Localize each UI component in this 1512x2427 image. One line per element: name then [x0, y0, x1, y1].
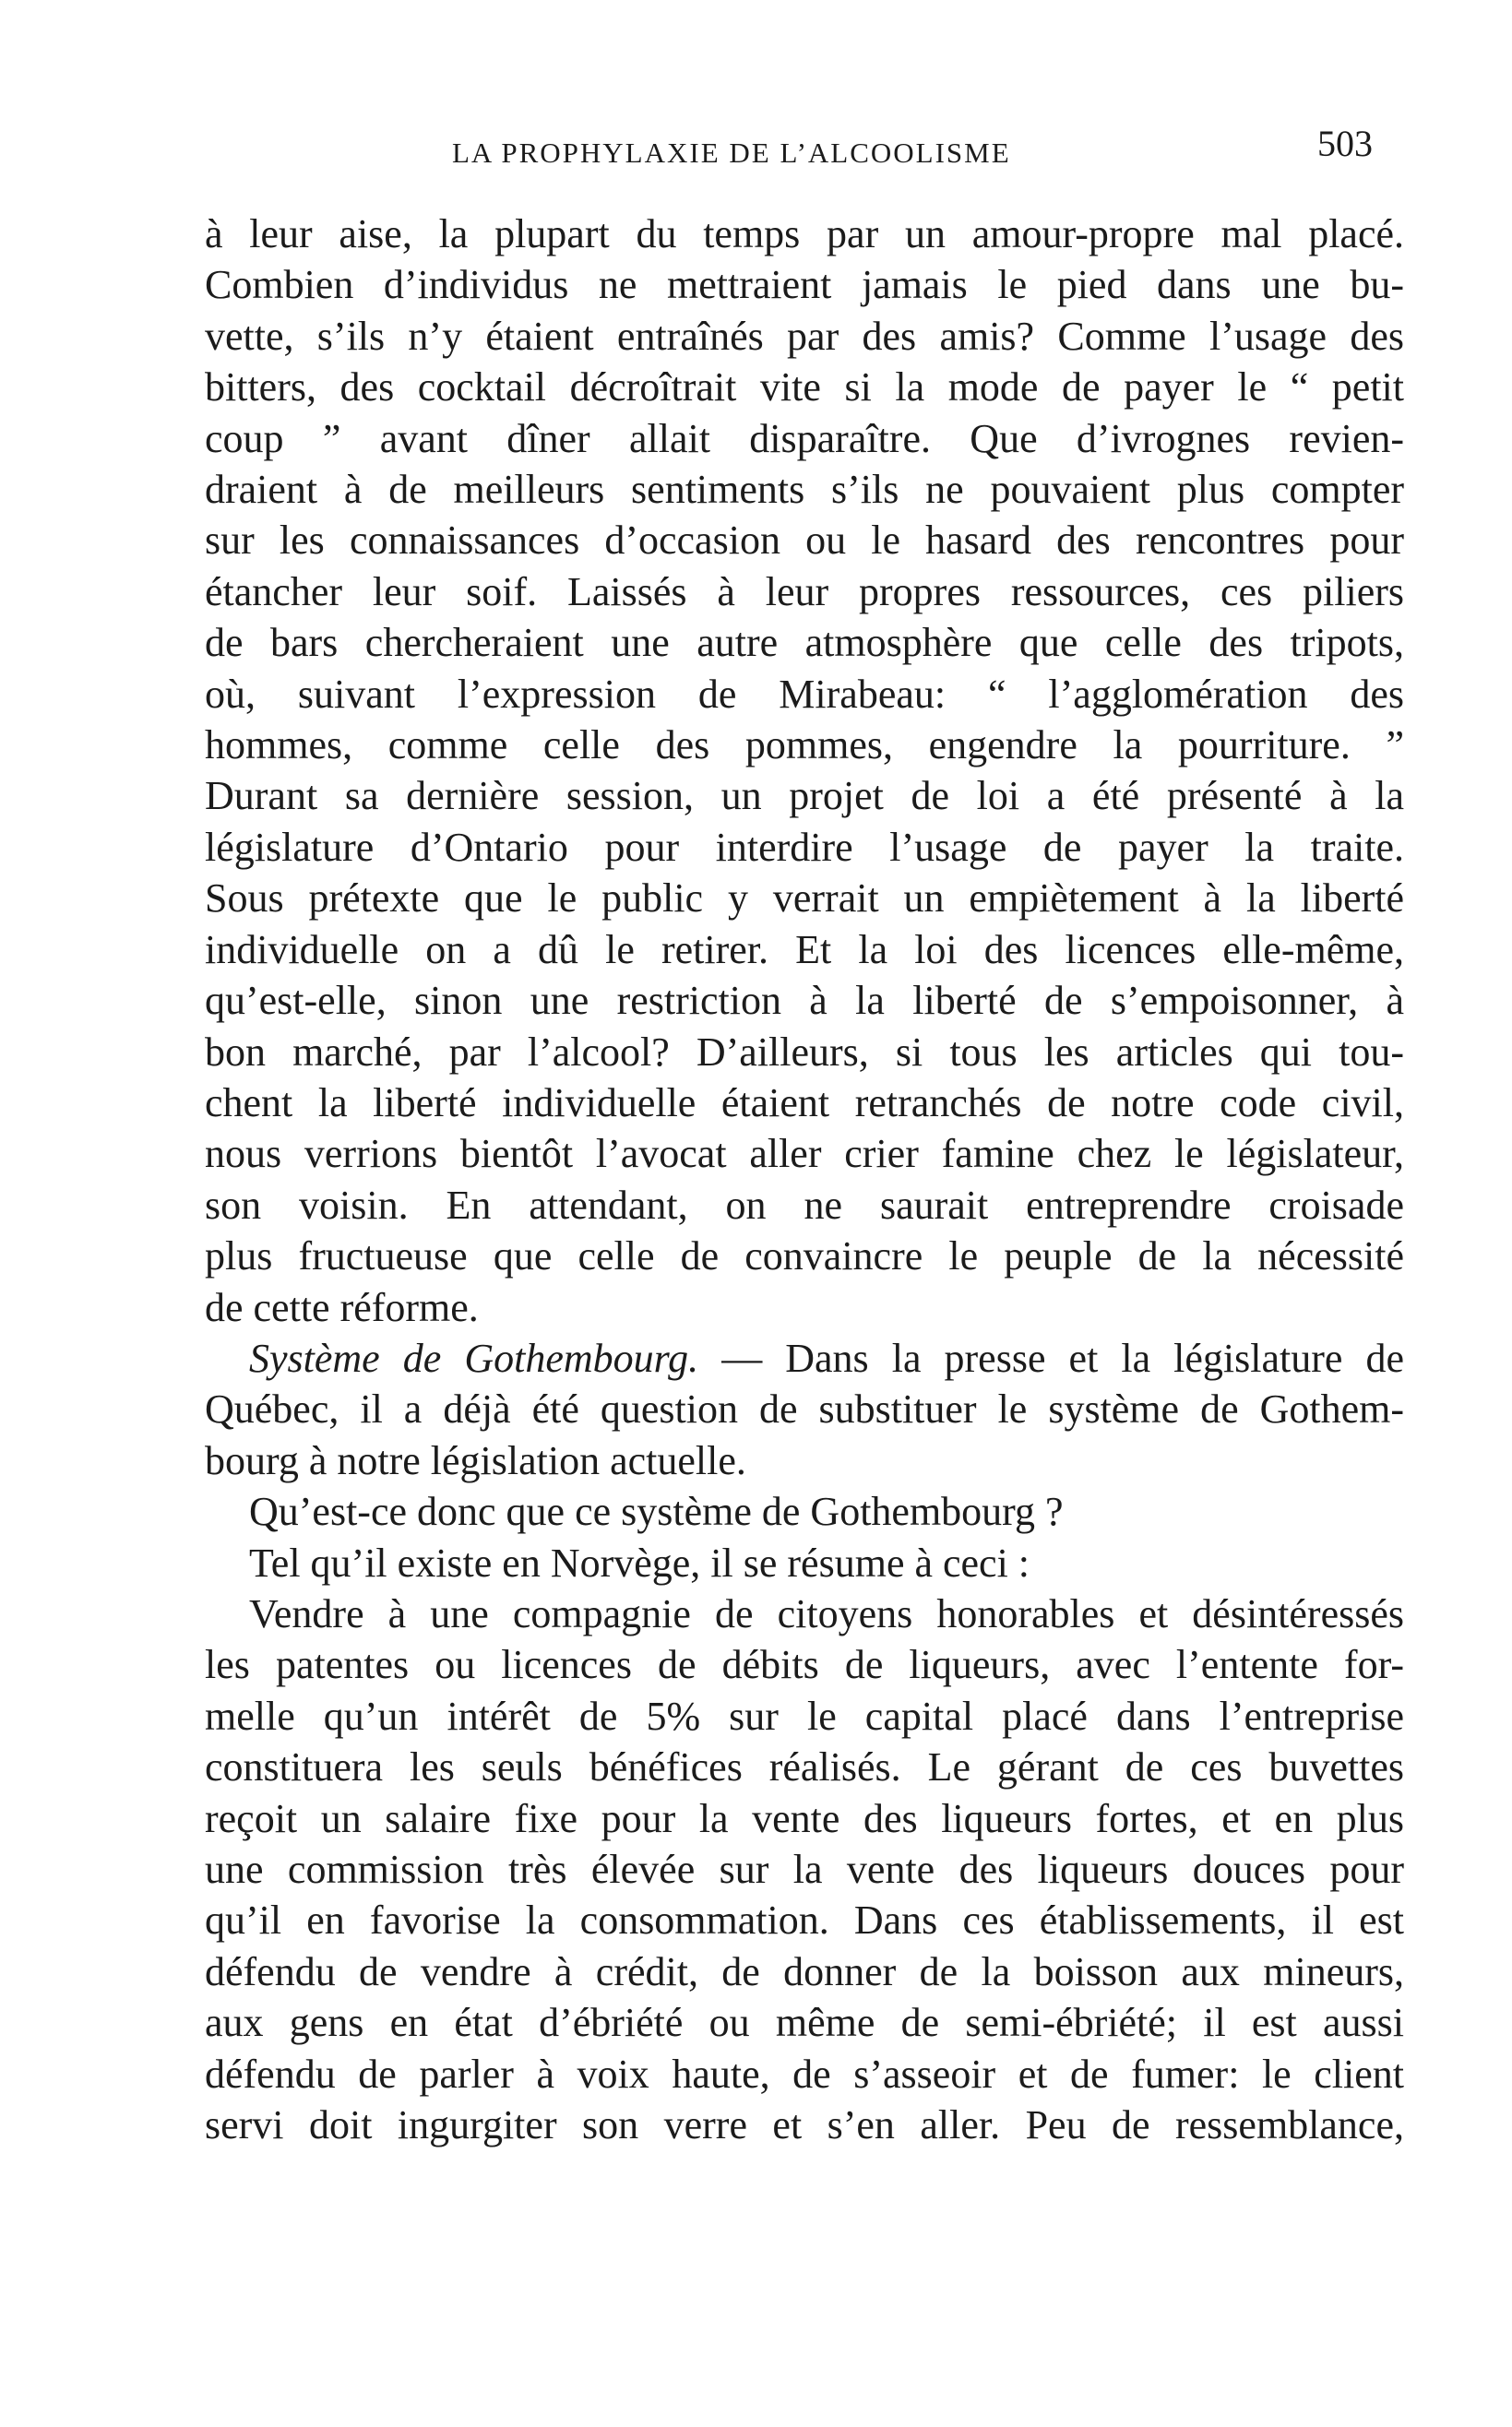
- text-line: sur les connaissances d’occasion ou le hasard des rencontres pour: [205, 518, 1404, 564]
- paragraph-4: Tel qu’il existe en Norvège, il se résume à ceci :: [249, 1540, 1030, 1586]
- text-line: une commission très élevée sur la vente des liqueurs douces pour: [205, 1847, 1404, 1892]
- text-line: nous verrions bientôt l’avocat aller crier famine chez le législateur,: [205, 1131, 1404, 1177]
- text-line: où, suivant l’expression de Mirabeau: “ l’agglomération des: [205, 671, 1404, 717]
- paragraph-1: [205, 208, 1404, 1333]
- text-line: qu’est-elle, sinon une restriction à la liberté de s’empoisonner, à: [205, 978, 1404, 1024]
- text-line: reçoit un salaire fixe pour la vente des liqueurs fortes, et en plus: [205, 1795, 1404, 1841]
- text-line: Durant sa dernière session, un projet de loi a été présenté à la: [205, 773, 1404, 819]
- page-number: 503: [1317, 123, 1373, 164]
- text-line: bitters, des cocktail décroîtrait vite si la mode de payer le “ petit: [205, 364, 1404, 410]
- text-line: les patentes ou licences de débits de liqueurs, avec l’entente for-: [205, 1642, 1404, 1688]
- text-line: constituera les seuls bénéfices réalisés. Le gérant de ces buvettes: [205, 1744, 1404, 1791]
- text-line: défendu de parler à voix haute, de s’asseoir et de fumer: le client: [205, 2051, 1404, 2097]
- paragraph-2: [205, 1333, 1404, 1486]
- text-line: coup ” avant dîner allait disparaître. Que d’ivrognes revien-: [205, 415, 1404, 461]
- text-line: à leur aise, la plupart du temps par un amour-propre mal placé.: [205, 211, 1404, 256]
- text-line: aux gens en état d’ébriété ou même de semi-ébriété; il est aussi: [205, 2000, 1404, 2046]
- text-line: de bars chercheraient une autre atmosphère que celle des tripots,: [205, 620, 1404, 666]
- text-line: plus fructueuse que celle de convaincre le peuple de la nécessité: [205, 1233, 1404, 1279]
- text-line: Combien d’individus ne mettraient jamais le pied dans une bu-: [205, 262, 1404, 308]
- text-line: Vendre à une compagnie de citoyens honorables et désintéressés: [249, 1590, 1404, 1636]
- paragraph-3: Qu’est-ce donc que ce système de Gothembourg ?: [249, 1489, 1064, 1535]
- text-span: — Dans la presse et la législature de: [698, 1335, 1404, 1381]
- text-line: Sous prétexte que le public y verrait un empiètement à la liberté: [205, 875, 1404, 922]
- body-text: [205, 208, 1404, 2150]
- text-line: chent la liberté individuelle étaient retranchés de notre code civil,: [205, 1079, 1404, 1125]
- text-line: individuelle on a dû le retirer. Et la loi des licences elle-même,: [205, 926, 1404, 972]
- paragraph-5: [205, 1588, 1404, 2150]
- text-line: melle qu’un intérêt de 5% sur le capital placé dans l’entreprise: [205, 1693, 1404, 1739]
- text-line: [205, 1333, 1404, 1384]
- text-line: draient à de meilleurs sentiments s’ils ne pouvaient plus compter: [205, 467, 1404, 513]
- text-line: hommes, comme celle des pommes, engendre la pourriture. ”: [205, 722, 1404, 768]
- text-line: bon marché, par l’alcool? D’ailleurs, si tous les articles qui tou-: [205, 1029, 1404, 1075]
- text-line: bourg à notre législation actuelle.: [205, 1437, 746, 1483]
- text-line: de cette réforme.: [205, 1284, 479, 1330]
- text-line: son voisin. En attendant, on ne saurait entreprendre croisade: [205, 1182, 1404, 1228]
- text-line: défendu de vendre à crédit, de donner de la boisson aux mineurs,: [205, 1948, 1404, 1994]
- text-line: servi doit ingurgiter son verre et s’en aller. Peu de ressemblance,: [205, 2102, 1404, 2148]
- section-heading: Système de Gothembourg.: [249, 1335, 699, 1381]
- text-line: législature d’Ontario pour interdire l’usage de payer la traite.: [205, 824, 1404, 870]
- running-title: LA PROPHYLAXIE DE L’ALCOOLISME: [452, 137, 1011, 169]
- text-line: étancher leur soif. Laissés à leur propres ressources, ces piliers: [205, 568, 1404, 614]
- text-line: vette, s’ils n’y étaient entraînés par des amis? Comme l’usage des: [205, 313, 1404, 359]
- text-line: Québec, il a déjà été question de substituer le système de Gothem-: [205, 1386, 1404, 1433]
- text-line: qu’il en favorise la consommation. Dans ces établissements, il est: [205, 1898, 1404, 1944]
